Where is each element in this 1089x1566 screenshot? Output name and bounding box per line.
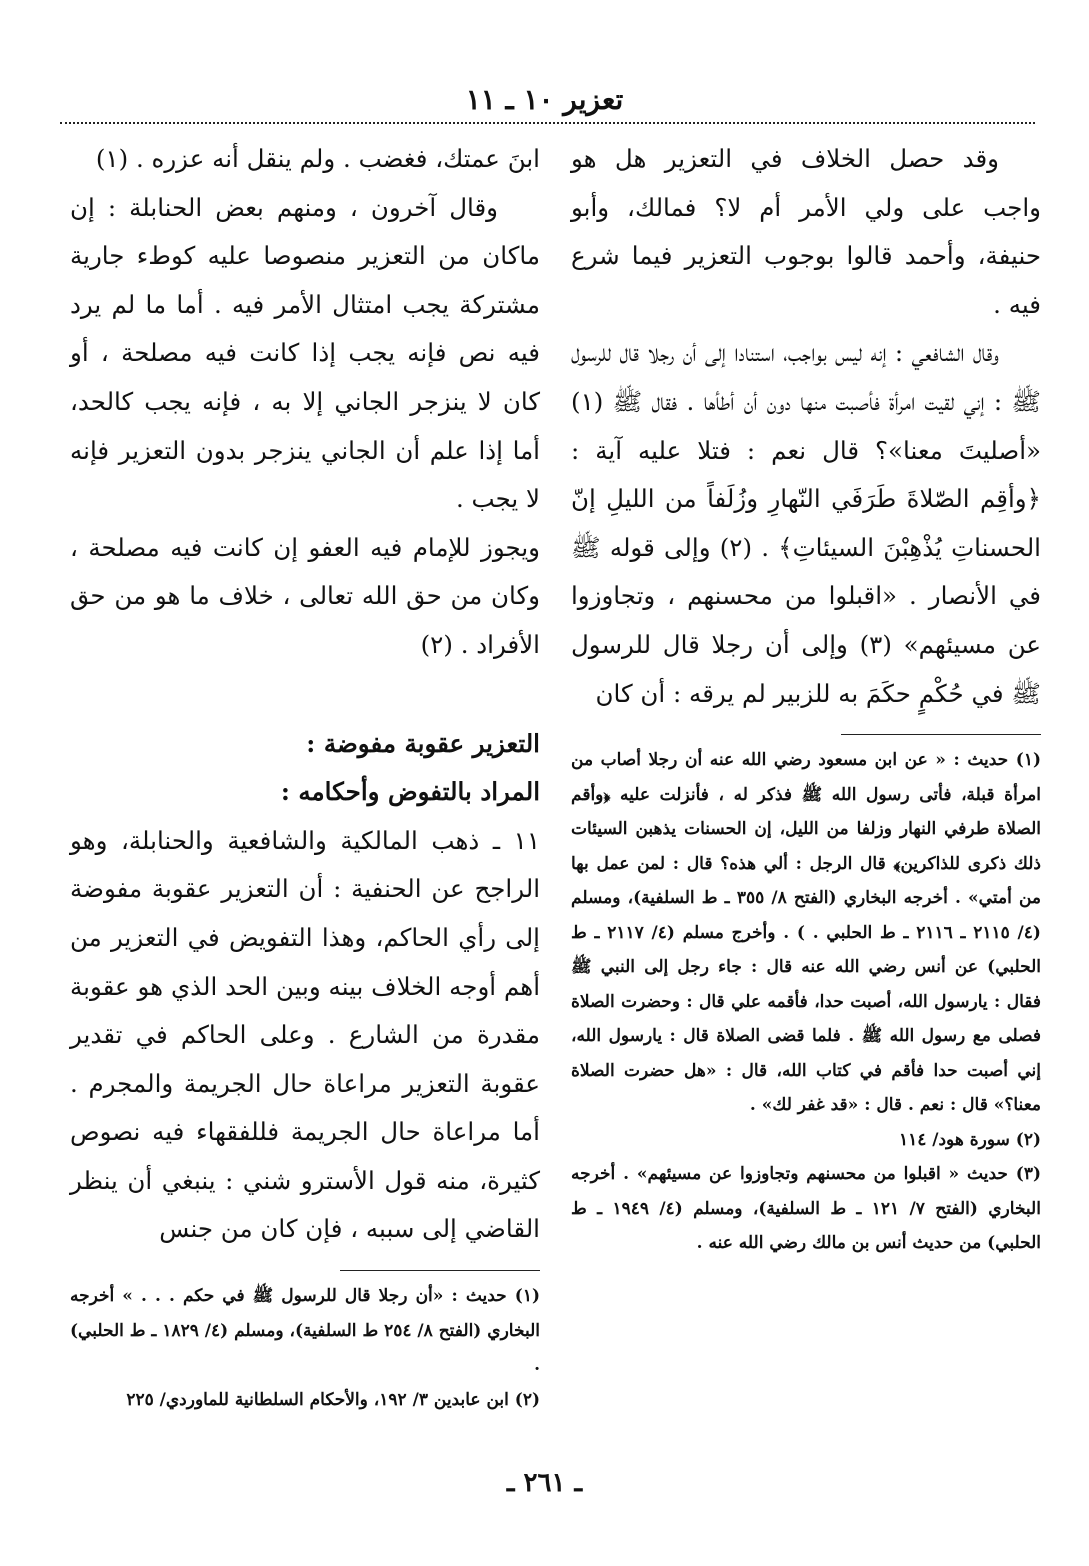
section-gap — [70, 670, 540, 720]
body-paragraph: ابنَ عمتك، فغضب . ولم ينقل أنه عزره . (١) — [95, 144, 540, 173]
footnote: (٣) حديث « اقبلوا من محسنهم وتجاوزوا عن مسيئهم» . أخرجه البخاري (الفتح ٧/ ١٢١ ـ ط السلفية)، ومسلم (٤/ ١٩٤٩ ـ ط الحلبي) من حديث أنس بن مالك رضي الله عنه . — [571, 1164, 1041, 1254]
section-heading: التعزير عقوبة مفوضة : — [306, 728, 540, 758]
left-column — [70, 135, 540, 1417]
body-paragraph: وقال آخرون ، ومنهم بعض الحنابلة : إن ماكان من التعزير منصوصا عليه كوطء جارية مشتركة يجب امتثال الأمر فيه . أما ما لم يرد فيه نص فإنه يجب إذا كانت فيه مصلحة ، أو كان لا ينزجر الجاني إلا به ، فإنه يجب كالحد، أما إذا علم أن الجاني ينزجر بدون التعزير فإنه لا يجب . — [70, 192, 540, 514]
page-number: ـ ٢٦١ ـ — [506, 1468, 583, 1498]
body-paragraph: ١١ ـ ذهب المالكية والشافعية والحنابلة، وهو الراجح عن الحنفية : أن التعزير عقوبة مفوضة إلى رأي الحاكم، وهذا التفويض في التعزير من أهم أوجه الخلاف بينه وبين الحد الذي هو عقوبة مقدرة من الشارع . وعلى الحاكم في تقدير عقوبة التعزير مراعاة حال الجريمة والمجرم . أما مراعاة حال الجريمة فللفقهاء فيه نصوص كثيرة، منه قول الأسترو شني : ينبغي أن ينظر القاضي إلى سببه ، فإن كان من جنس — [70, 825, 540, 1244]
body-paragraph: ويجوز للإمام فيه العفو إن كانت فيه مصلحة ، وكان من حق الله تعالى ، خلاف ما هو من حق الأفراد . (٢) — [70, 532, 540, 659]
page-header: تعزير ١٠ ـ ١١ — [465, 83, 624, 116]
right-column — [571, 135, 1041, 1261]
footnote: (٢) سورة هود/ ١١٤ — [898, 1129, 1041, 1150]
footnote-divider — [841, 734, 1041, 735]
footnote-divider — [340, 1270, 540, 1271]
body-paragraph: وقال الشافعي : إنه ليس بواجب، استنادا إلى أن رجلا قال للرسول ﷺ : إني لقيت امرأة فأصبت منها دون أن أطأها . فقال ﷺ (١) «أصليتَ معنا»؟ قال نعم : فتلا عليه آية : ﴿وأقِم الصّلاةَ طَرَفَي النّهارِ وزُلَفاً من الليلِ إنّ الحسناتِ يُذْهِبْنَ السيئاتِ﴾ . (٢) وإلى قوله ﷺ في الأنصار . «اقبلوا من محسنهم ، وتجاوزوا عن مسيئهم» (٣) وإلى أن رجلا قال للرسول ﷺ في حُكْمٍ حكَمَ به للزبير لم يرقه : أن كان — [571, 338, 1041, 708]
header-divider — [60, 122, 1035, 124]
footnotes-left — [70, 1279, 540, 1417]
footnotes-right — [571, 743, 1041, 1261]
subsection-heading: المراد بالتفوض وأحكامه : — [280, 777, 540, 807]
body-paragraph: وقد حصل الخلاف في التعزير هل هو واجب على ولي الأمر أم لا؟ فمالك، وأبو حنيفة، وأحمد قالوا بوجوب التعزير فيما شرع فيه . — [571, 144, 1041, 319]
footnote: (٢) ابن عابدين ٣/ ١٩٢، والأحكام السلطانية للماوردي/ ٢٢٥ — [126, 1389, 540, 1410]
footnote: (١) حديث : « عن ابن مسعود رضي الله عنه أن رجلا أصاب من امرأة قبلة، فأتى رسول الله ﷺ فذكر له ، فأنزلت عليه ﴿وأقم الصلاة طرفي النهار وزلفا من الليل، إن الحسنات يذهبن السيئات ذلك ذكرى للذاكرين﴾ قال الرجل : ألي هذه؟ قال : لمن عمل بها من أمتي» . أخرجه البخاري (الفتح ٨/ ٣٥٥ ـ ط السلفية)، ومسلم (٤/ ٢١١٥ ـ ٢١١٦ ـ ط الحلبي . ) . وأخرج مسلم (٤/ ٢١١٧ ـ ط الحلبي) عن أنس رضي الله عنه قال : جاء رجل إلى النبي ﷺ فقال : يارسول الله، أصبت حدا، فأقمه علي قال : وحضرت الصلاة فصلى مع رسول الله ﷺ . فلما قضى الصلاة قال : يارسول الله، إني أصبت حدا فأقم في كتاب الله، قال : «هل حضرت الصلاة معنا؟» قال : نعم . قال : «قد غفر لك» . — [571, 750, 1041, 1116]
footnote: (١) حديث : «أن رجلا قال للرسول ﷺ في حكم . . . » أخرجه البخاري (الفتح ٨/ ٢٥٤ ط السلفية)، ومسلم (٤/ ١٨٢٩ ـ ط الحلبي) . — [70, 1286, 540, 1376]
